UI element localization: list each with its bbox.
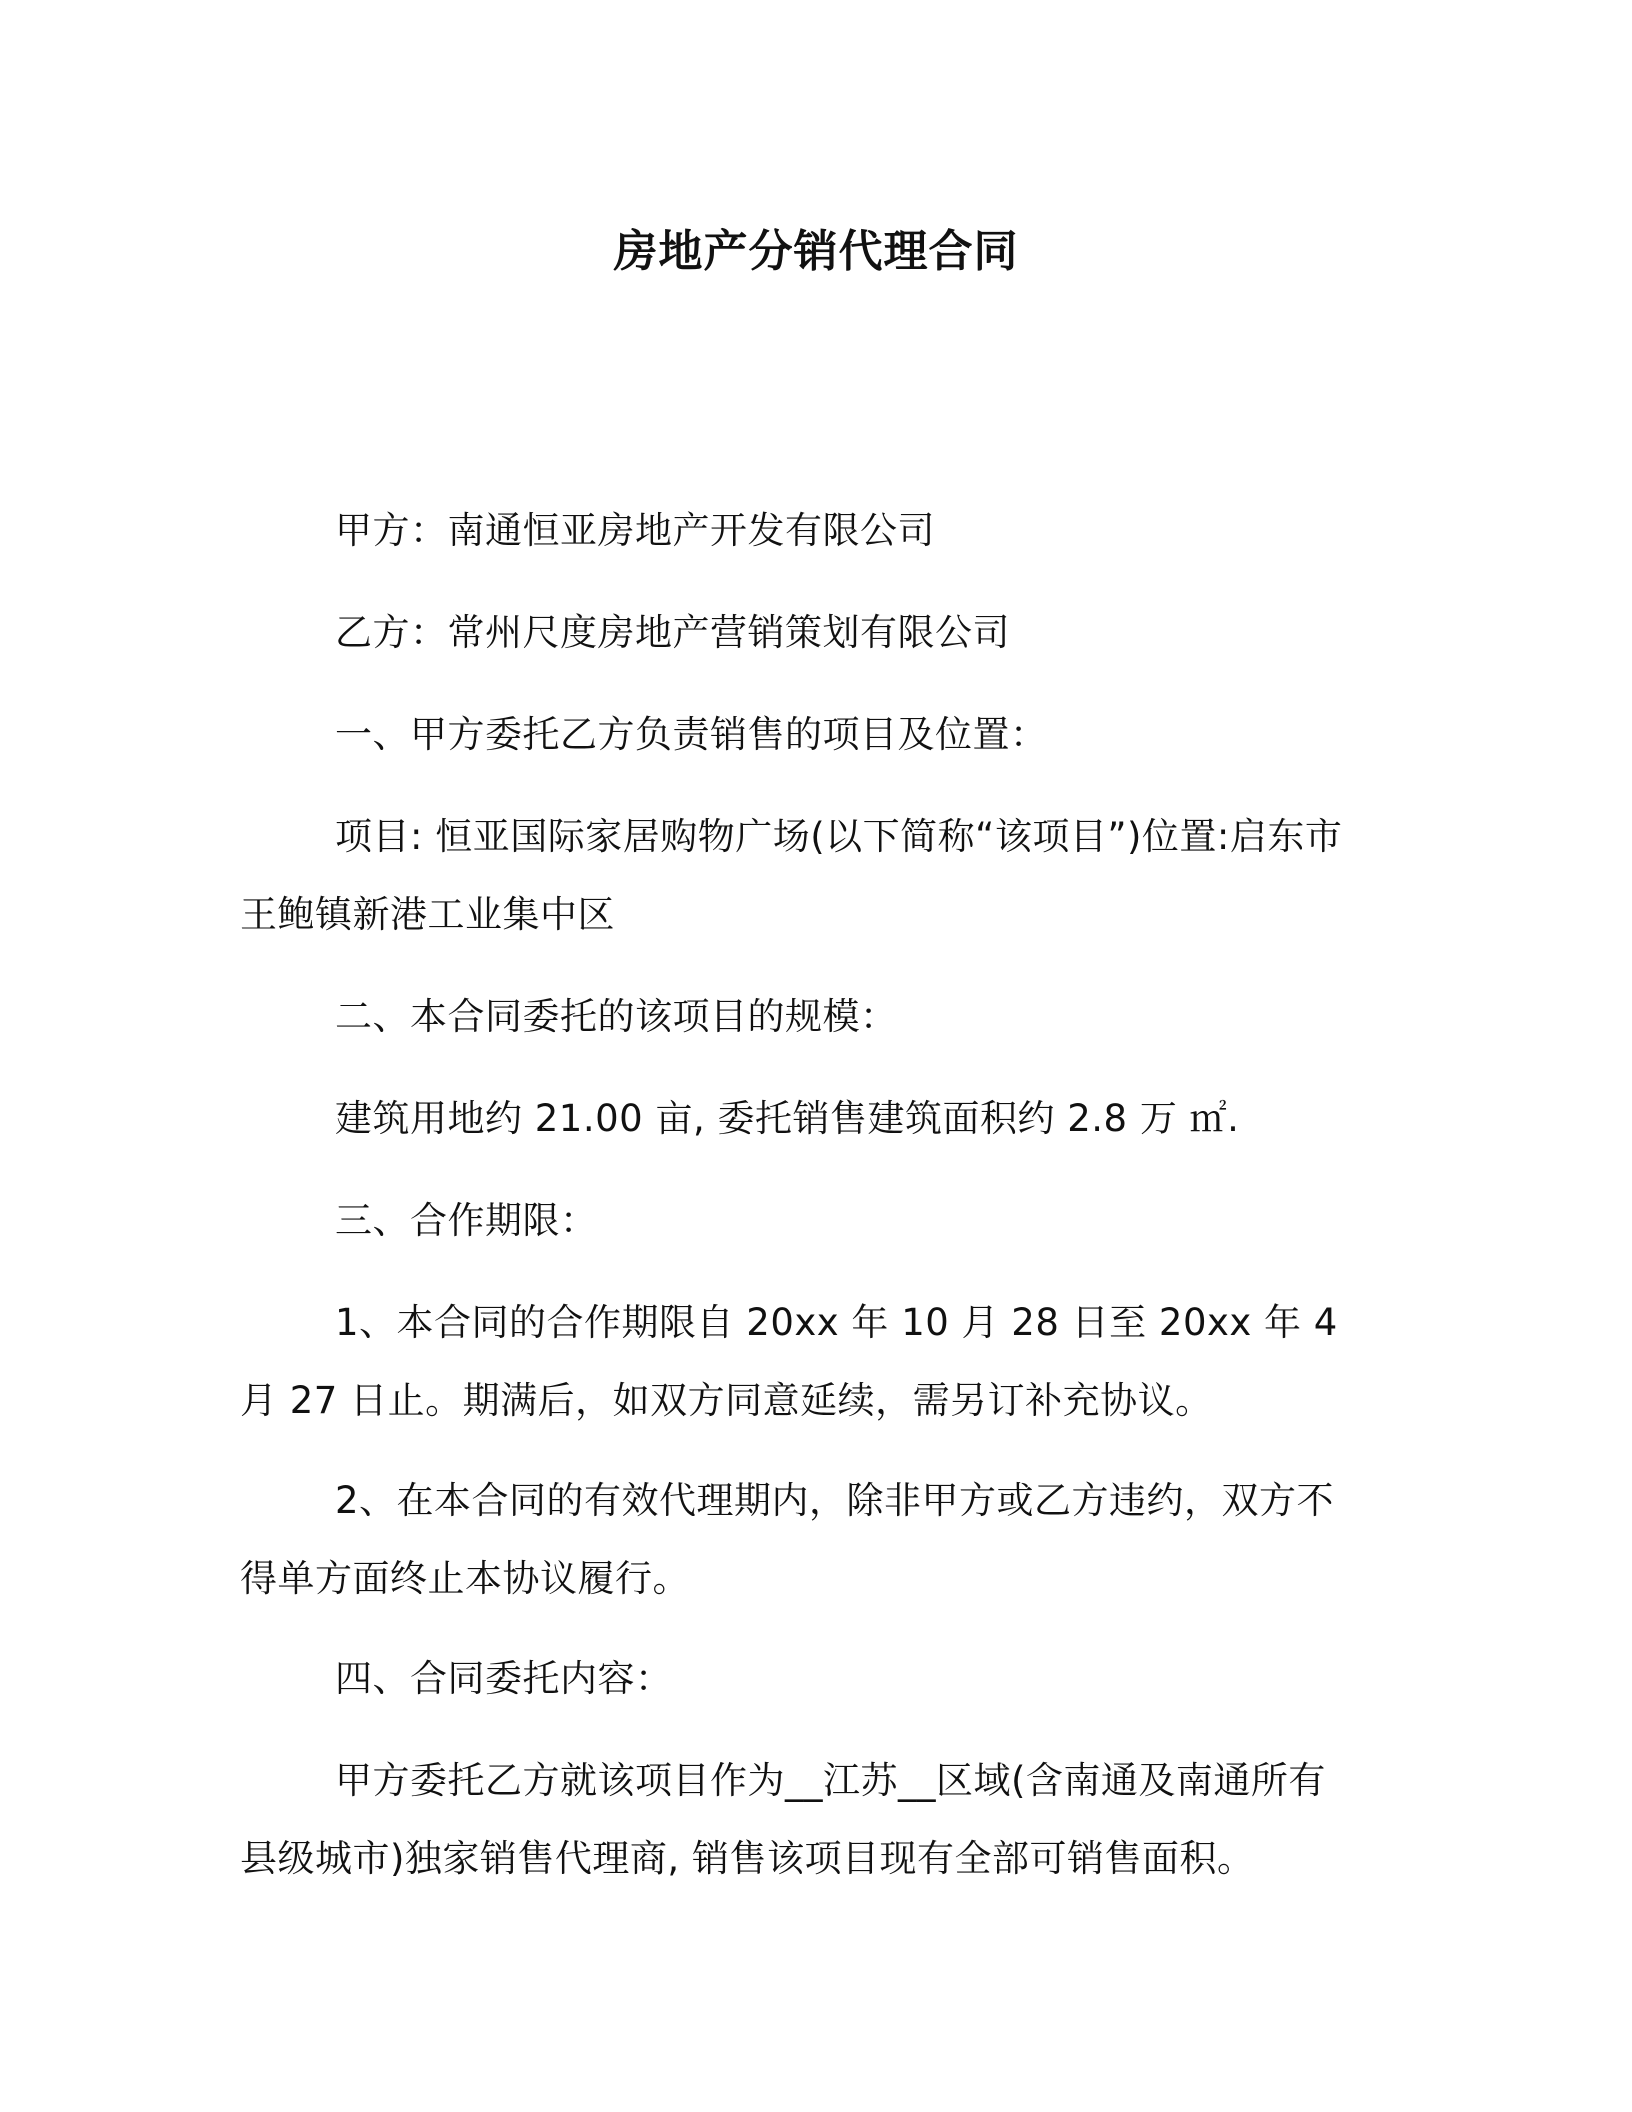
project-scale-paragraph: 建筑用地约 21.00 亩, 委托销售建筑面积约 2.8 万 ㎡. [335, 1097, 1240, 1140]
term-clause-1: 1、本合同的合作期限自 20xx 年 10 月 28 日至 20xx 年 4 月 27 日止。期满后，如双方同意延续，需另订补充协议。 [240, 1301, 1338, 1422]
document-title: 房地产分销代理合同 [613, 226, 1019, 277]
party-b-line: 乙方：常州尺度房地产营销策划有限公司 [335, 611, 1010, 654]
project-location-paragraph: 项目: 恒亚国际家居购物广场(以下简称“该项目”)位置:启东市王鲍镇新港工业集中区 [240, 815, 1343, 936]
party-a-line: 甲方：南通恒亚房地产开发有限公司 [335, 509, 935, 552]
section-2-heading: 二、本合同委托的该项目的规模： [335, 995, 898, 1038]
term-clause-2: 2、在本合同的有效代理期内，除非甲方或乙方违约，双方不得单方面终止本协议履行。 [240, 1479, 1335, 1600]
delegation-content-paragraph: 甲方委托乙方就该项目作为__江苏__区域(含南通及南通所有县级城市)独家销售代理商, 销售该项目现有全部可销售面积。 [240, 1759, 1326, 1880]
section-1-heading: 一、甲方委托乙方负责销售的项目及位置： [335, 713, 1048, 756]
section-3-heading: 三、合作期限： [335, 1199, 598, 1242]
section-4-heading: 四、合同委托内容： [335, 1657, 673, 1700]
